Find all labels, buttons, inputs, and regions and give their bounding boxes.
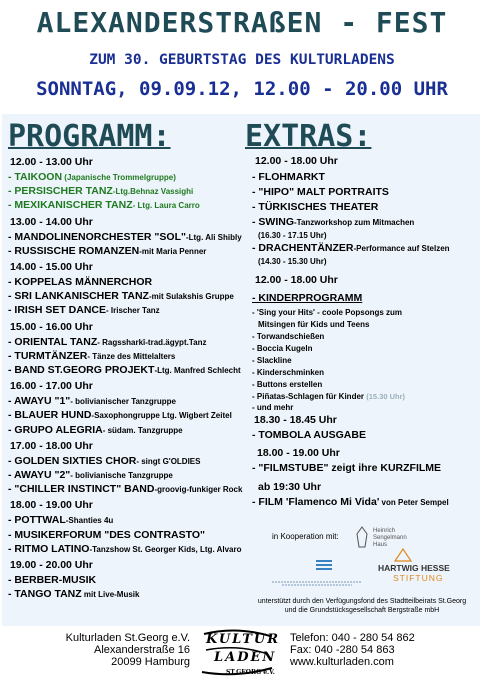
program-item-detail: - Ltg. Laura Carro bbox=[132, 201, 200, 211]
kinder-title: - KINDERPROGRAMM bbox=[252, 292, 363, 304]
program-item bbox=[8, 304, 160, 317]
program-item-detail: (Japanische Trommelgruppe) bbox=[62, 173, 176, 182]
extras-time-4: 18.00 - 19.00 Uhr bbox=[257, 447, 340, 459]
footer-contact bbox=[290, 632, 450, 668]
sengelmann-text bbox=[373, 528, 407, 549]
program-item-detail: mit Live-Musik bbox=[81, 590, 140, 600]
extras-heading: EXTRAS: bbox=[245, 119, 372, 154]
sengelmann-logo bbox=[356, 526, 368, 548]
time-slot: 14.00 - 15.00 Uhr bbox=[10, 261, 93, 273]
support-line-2: und die Grundstücksgesellschaft Bergstraße mbH bbox=[284, 607, 440, 614]
program-item-detail: - südam. Tanzgruppe bbox=[102, 425, 183, 435]
program-item bbox=[8, 543, 241, 556]
extra-flohmarkt: - FLOHMARKT bbox=[252, 171, 325, 183]
pinata-time: (15.30 Uhr) bbox=[366, 392, 406, 401]
program-item-title: - AWAYU "1" bbox=[8, 395, 71, 408]
program-item-title: - RUSSISCHE ROMANZEN bbox=[8, 244, 140, 257]
time-slot: 18.00 - 19.00 Uhr bbox=[10, 499, 93, 512]
kinder-item-6: - Kinderschminken bbox=[252, 368, 325, 377]
program-item-detail: -Ltg.Behnaz Vassighi bbox=[112, 187, 194, 197]
date-line: SONNTAG, 09.09.12, 12.00 - 20.00 UHR bbox=[36, 78, 448, 100]
hesse-logo bbox=[394, 548, 412, 562]
kinder-item-5: - Slackline bbox=[252, 356, 292, 365]
program-item-detail: -Ltg. Manfred Schlecht bbox=[154, 366, 241, 375]
extras-time-3: 18.30 - 18.45 Uhr bbox=[254, 414, 337, 426]
extra-theater: - TÜRKISCHES THEATER bbox=[252, 201, 379, 213]
pinata-label: - Piñatas-Schlagen für Kinder bbox=[252, 392, 365, 401]
footer-street: Alexanderstraße 16 bbox=[94, 644, 190, 656]
fine-print-icon bbox=[272, 580, 362, 586]
program-item-title: - GOLDEN SIXTIES CHOR bbox=[8, 454, 137, 467]
footer-city: 20099 Hamburg bbox=[111, 656, 190, 668]
program-item-title: - TAIKOON bbox=[8, 171, 63, 183]
extras-time-1: 12.00 - 18.00 Uhr bbox=[255, 155, 338, 167]
time-slot: 12.00 - 13.00 Uhr bbox=[10, 156, 93, 168]
kinder-item-7: - Buttons erstellen bbox=[252, 380, 323, 389]
support-note bbox=[246, 597, 478, 615]
program-item bbox=[8, 276, 152, 289]
program-item bbox=[8, 469, 173, 482]
stadtteil-mark-icon bbox=[316, 559, 332, 571]
sengelmann-mark-icon bbox=[356, 526, 368, 548]
program-item bbox=[8, 424, 183, 437]
program-item-title: - ORIENTAL TANZ bbox=[8, 335, 98, 348]
time-slot: 13.00 - 14.00 Uhr bbox=[10, 215, 93, 228]
program-item-detail: - bolivianischer Tanzgruppe bbox=[70, 397, 176, 407]
program-item bbox=[8, 199, 200, 212]
kinder-item-1: - 'Sing your Hits' - coole Popsongs zum bbox=[252, 308, 403, 317]
stadtteil-fine-print bbox=[272, 573, 362, 579]
extras-time-5: ab 19:30 Uhr bbox=[258, 481, 322, 493]
extra-drachen bbox=[252, 242, 450, 255]
program-item bbox=[8, 395, 176, 408]
logo-bottom: ST.GEORG e.V. bbox=[226, 669, 275, 676]
program-item bbox=[8, 588, 139, 601]
program-item bbox=[8, 245, 206, 258]
kinder-item-2: Mitsingen für Kids und Teens bbox=[258, 320, 370, 329]
hesse-mark-icon bbox=[394, 548, 412, 562]
program-item-title: - MUSIKERFORUM "DES CONTRASTO" bbox=[8, 528, 206, 541]
footer-fax: Fax: 040 -280 54 863 bbox=[290, 644, 395, 656]
program-item-title: - PERSISCHER TANZ bbox=[8, 185, 113, 198]
program-item-detail: -mit Sulakshis Gruppe bbox=[148, 292, 234, 302]
program-item-detail: - bolivianische Tanzgruppe bbox=[70, 471, 173, 480]
program-item bbox=[8, 364, 241, 377]
program-item bbox=[8, 185, 193, 198]
program-item bbox=[8, 483, 242, 496]
program-item-title: - KOPPELAS MÄNNERCHOR bbox=[8, 276, 153, 288]
drachen-time: (14.30 - 15.30 Uhr) bbox=[258, 257, 327, 266]
footer-phone: Telefon: 040 - 280 54 862 bbox=[290, 632, 415, 644]
program-item-title: - BAND ST.GEORG PROJEKT bbox=[8, 364, 155, 376]
program-item-title: - MEXIKANISCHER TANZ bbox=[8, 199, 133, 212]
cooperation-label: in Kooperation mit: bbox=[272, 532, 339, 541]
program-item bbox=[8, 514, 113, 527]
program-item bbox=[8, 350, 175, 363]
program-item bbox=[8, 231, 242, 244]
program-item-detail: -groovig-funkiger Rock bbox=[154, 485, 243, 495]
program-item-title: - TANGO TANZ bbox=[8, 588, 82, 601]
program-item bbox=[8, 171, 176, 184]
drachen-sub: -Performance auf Stelzen bbox=[353, 244, 450, 253]
program-item-detail: -Tanzshow St. Georger Kids, Ltg. Alvaro bbox=[89, 544, 242, 554]
anniversary-subtitle: ZUM 30. GEBURTSTAG DES KULTURLADENS bbox=[89, 52, 395, 68]
sengelmann-line-1: Heinrich bbox=[373, 528, 396, 534]
program-item-title: - RITMO LATINO bbox=[8, 542, 90, 555]
program-item-title: - BERBER-MUSIK bbox=[8, 574, 97, 586]
program-item-title: - SRI LANKANISCHER TANZ bbox=[8, 290, 149, 303]
support-line-1: unterstützt durch den Verfügungsfond des Stadtteilbeirats St.Georg bbox=[257, 598, 467, 605]
extra-hipo: - "HIPO" MALT PORTRAITS bbox=[252, 186, 389, 198]
sengelmann-line-3: Haus bbox=[373, 542, 388, 548]
program-item-title: - TURMTÄNZER bbox=[8, 349, 88, 362]
program-item bbox=[8, 529, 205, 542]
program-item bbox=[8, 290, 234, 303]
time-slot: 15.00 - 16.00 Uhr bbox=[10, 320, 93, 333]
film-main: - FILM 'Flamenco Mi Vida' bbox=[252, 496, 380, 508]
program-item-detail: - singt G'OLDIES bbox=[136, 456, 201, 466]
kulturladen-logo bbox=[196, 628, 281, 680]
footer-org: Kulturladen St.Georg e.V. bbox=[65, 632, 190, 644]
time-slot: 19.00 - 20.00 Uhr bbox=[10, 559, 93, 571]
film-sub: von Peter Sempel bbox=[379, 498, 449, 507]
extra-film bbox=[252, 496, 449, 509]
program-item-title: - AWAYU "2" bbox=[8, 469, 71, 481]
festival-title: ALEXANDERSTRAßEN - FEST bbox=[36, 6, 448, 39]
drachen-main: - DRACHENTÄNZER bbox=[252, 242, 354, 254]
program-item bbox=[8, 336, 206, 349]
hesse-stiftung: STIFTUNG bbox=[393, 573, 444, 583]
kinder-item-9: - und mehr bbox=[252, 403, 294, 412]
stadtteil-logo bbox=[316, 558, 332, 570]
kinder-item-3: - Torwandschießen bbox=[252, 332, 325, 341]
program-item-detail: - Ragssharkî-trad.ägypt.Tanz bbox=[97, 337, 207, 347]
program-item-title: - MANDOLINENORCHESTER "SOL" bbox=[8, 230, 186, 243]
logo-top: KULTUR bbox=[206, 632, 281, 647]
footer-website: www.kulturladen.com bbox=[290, 656, 394, 668]
time-slot: 17.00 - 18.00 Uhr bbox=[10, 439, 93, 452]
programm-heading: PROGRAMM: bbox=[8, 119, 171, 154]
program-item-detail: -mit Maria Penner bbox=[139, 246, 207, 256]
program-item-detail: -Saxophongruppe Ltg. Wigbert Zeitel bbox=[91, 411, 232, 421]
program-item bbox=[8, 574, 96, 587]
program-item-detail: - Irischer Tanz bbox=[106, 306, 160, 316]
swing-main: - SWING bbox=[252, 216, 294, 228]
footer bbox=[0, 628, 484, 685]
program-item-title: - IRISH SET DANCE bbox=[8, 304, 107, 317]
program-item-detail: - Tänze des Mittelalters bbox=[87, 351, 176, 361]
program-item-title: - BLAUER HUND bbox=[8, 409, 92, 422]
swing-time: (16.30 - 17.15 Uhr) bbox=[258, 231, 327, 240]
program-item-title: - GRUPO ALEGRIA bbox=[8, 423, 103, 436]
extras-time-2: 12.00 - 18.00 Uhr bbox=[255, 274, 338, 286]
program-item-detail: -Shanties 4u bbox=[65, 516, 114, 526]
extra-tombola: - TOMBOLA AUSGABE bbox=[252, 429, 366, 441]
sengelmann-line-2: Sengelmann bbox=[373, 535, 407, 541]
program-item bbox=[8, 455, 200, 468]
logo-mid: LADEN bbox=[214, 650, 277, 665]
program-item-title: - POTTWAL bbox=[8, 514, 66, 527]
footer-address bbox=[40, 632, 190, 668]
program-item-detail: -Ltg. Ali Shibly bbox=[185, 232, 242, 242]
hesse-name: HARTWIG HESSE bbox=[378, 563, 450, 573]
program-item-title: - "CHILLER INSTINCT" BAND bbox=[8, 483, 155, 496]
time-slot: 16.00 - 17.00 Uhr bbox=[10, 380, 93, 393]
kinder-item-4: - Boccia Kugeln bbox=[252, 344, 313, 353]
extra-filmstube: - "FILMSTUBE" zeigt ihre KURZFILME bbox=[252, 462, 442, 474]
program-item bbox=[8, 409, 232, 422]
swing-sub: -Tanzworkshop zum Mitmachen bbox=[294, 218, 415, 227]
extra-swing bbox=[252, 216, 414, 229]
